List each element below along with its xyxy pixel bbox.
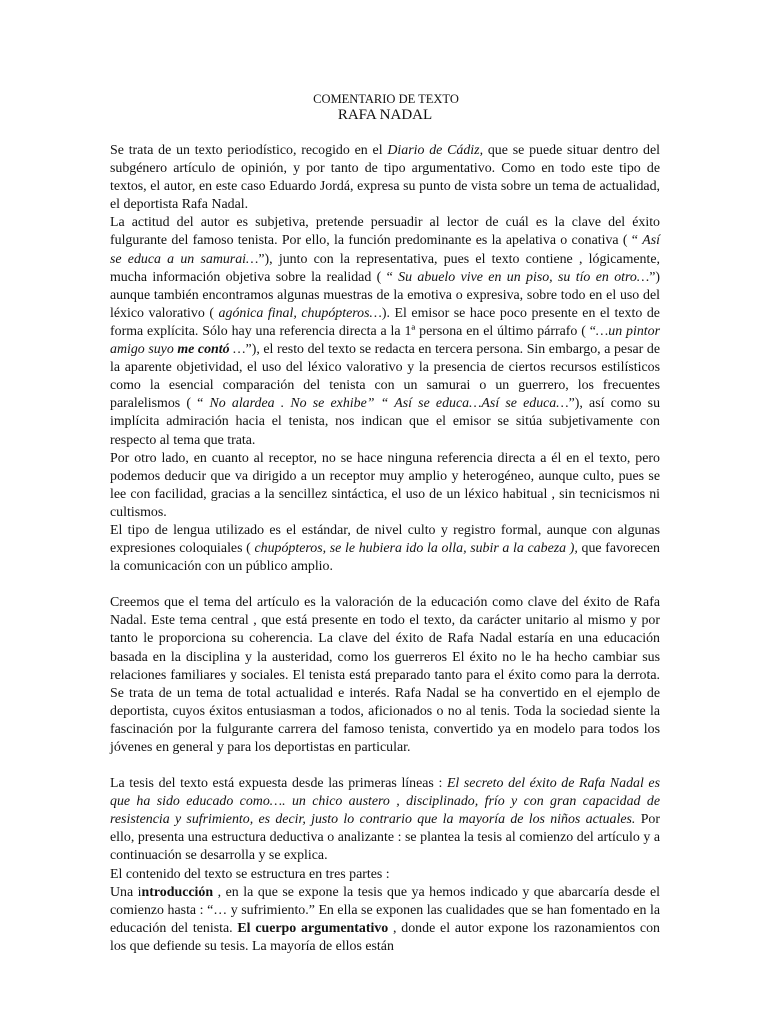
paragraph-structure: El contenido del texto se estructura en tres partes : [110, 866, 390, 882]
source-name: Diario de Cádiz, [387, 143, 484, 158]
bold-term: ntroducción [141, 884, 214, 900]
text-run: El tipo de lengua utilizado es el estándar, de nivel culto y registro formal, aunque con algunas expresiones coloquiales ( [110, 522, 660, 557]
paragraph-gap [110, 757, 660, 775]
paragraph-genre [110, 142, 660, 214]
quote: Su abuelo vive en un piso, su tío en otro… [398, 269, 650, 285]
text-run: , donde el autor expone los razonamientos con los que defiende su tesis. La mayoría de ellos están [110, 920, 660, 954]
quote: chupópteros, se le hubiera ido la olla, subir a la cabeza ), [254, 541, 578, 557]
text-run: Por ello, presenta una estructura deductiva o analizante : se plantea la tesis al comienzo del artículo y a continuación se desarrolla y se explica. [110, 812, 660, 864]
quote: agónica final, chupópteros… [218, 305, 382, 321]
document-heading: COMENTARIO DE TEXTO [313, 92, 459, 106]
text-run: Se trata de un texto periodístico, recogido en el [110, 143, 388, 158]
text-run: que favorecen la comunicación con un público amplio. [110, 541, 660, 575]
text-run: ”) aunque también encontramos algunas muestras de la emotiva o expresiva, sobre todo en el uso del léxico valorativo ( [110, 269, 660, 321]
text-run: ). El emisor se hace poco presente en el texto de forma explícita. Sólo hay una referencia directa a la 1ª persona en el último párrafo ( “ [110, 305, 660, 339]
paragraph-thesis [110, 775, 660, 865]
text-run: ”), junto con la representativa, pues el texto contiene , lógicamente, mucha información objetiva sobre la realidad ( “ [110, 251, 660, 285]
text-run: La tesis del texto está expuesta desde las primeras líneas : [110, 776, 447, 792]
text-run: , en la que se expone la tesis que ya hemos indicado y que abarcaría desde el comienzo hasta : “… y sufrimiento.” En ella se exponen las cualidades que se han fomentado en la educación del tenista. [110, 884, 660, 936]
quote: El secreto del éxito de Rafa Nadal es que ha sido educado como…. un chico austero , disciplinado, frío y con gran capacidad de resistencia y sufrimiento, es decir, justo lo contrario que la mayoría de los niños actuales. [110, 776, 660, 828]
paragraph-gap [110, 576, 660, 594]
text-run: ”), el resto del texto se redacta en tercera persona. Sin embargo, a pesar de la aparente objetividad, el uso del léxico valorativo y la presencia de ciertos recursos estilísticos como la esencial comparación del tenista con un samurai o un guerrero, los frecuentes paralelismos ( “ [110, 342, 660, 412]
text-run: La actitud del autor es subjetiva, pretende persuadir al lector de cuál es la clave del éxito fulgurante del famoso tenista. Por ello, la función predominante es la apelativa o conativa ( “ [110, 215, 660, 249]
quote: … [229, 342, 246, 358]
paragraph-attitude [110, 214, 660, 449]
quote: No alardea . No se exhibe” “ Así se educa…Así se educa… [209, 396, 569, 412]
paragraph-theme: Creemos que el tema del artículo es la valoración de la educación como clave del éxito de Rafa Nadal. Este tema central , que está presente en todo el texto, da carácter unitario al mismo y por tanto le proporciona su coherencia. La clave del éxito de Rafa Nadal estaría en una educación basada en la disciplina y la austeridad, como los guerreros El éxito no le ha hecho cambiar sus relaciones familiares y sociales. El tenista está preparado tanto para el éxito como para la derrota. Se trata de un tema de total actualidad e interés. Rafa Nadal se ha convertido en el ejemplo de deportista, cuyos éxitos entusiasman a todos, aficionados o no al tenis. Toda la sociedad siente la fascinación por la fulgurante carrera del famoso tenista, convertido ya en modelo para todos los jóvenes en general y para los deportistas en particular. [110, 595, 660, 755]
paragraph-language [110, 522, 660, 576]
bold-term: El cuerpo argumentativo [237, 920, 389, 936]
quote-bold: me contó [177, 342, 230, 358]
quote: …un pintor amigo suyo [110, 323, 660, 358]
paragraph-parts [110, 884, 660, 956]
text-run: ”), así como su implícita admiración hacia el tenista, nos indican que el emisor se sitúa subjetivamente con respecto al tema que trata. [110, 396, 661, 448]
text-run: que se puede situar dentro del subgénero artículo de opinión, y por tanto de tipo argumentativo. Como en todo este tipo de textos, el autor, en este caso Eduardo Jordá, expresa su punto de vista sobre un tema de actualidad, el deportista Rafa Nadal. [110, 143, 660, 213]
document-subheading: RAFA NADAL [337, 107, 433, 123]
document-page [110, 92, 660, 956]
text-run: Una i [110, 884, 142, 900]
paragraph-receiver: Por otro lado, en cuanto al receptor, no se hace ninguna referencia directa a él en el texto, pero podemos deducir que va dirigido a un receptor muy amplio y heterogéneo, aunque culto, pues se lee con facilidad, gracias a la sencillez sintáctica, el uso de un léxico habitual , sin tecnicismos ni cultismos. [110, 450, 660, 520]
quote: Así se educa a un samurai… [110, 233, 660, 267]
